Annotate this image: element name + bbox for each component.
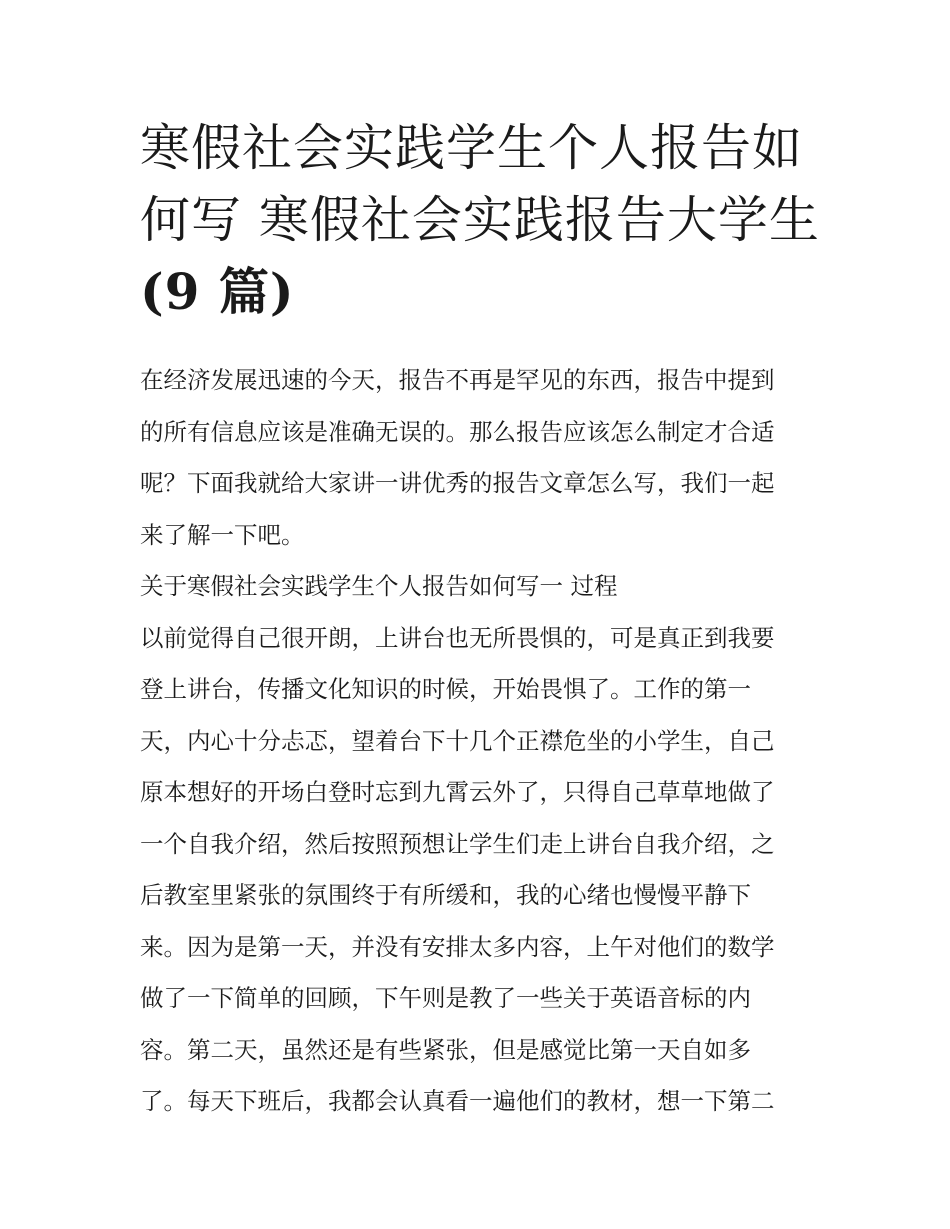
- section-line: 来。因为是第一天，并没有安排太多内容，上午对他们的数学: [140, 932, 775, 961]
- document-body: [140, 355, 820, 1128]
- section-line: 天，内心十分忐忑，望着台下十几个正襟危坐的小学生，自己: [140, 726, 775, 755]
- title-line: 寒假社会实践学生个人报告如: [140, 119, 803, 177]
- section-heading: 关于寒假社会实践学生个人报告如何写一 过程: [140, 572, 618, 600]
- section-line: 容。第二天，虽然还是有些紧张，但是感觉比第一天自如多: [140, 1035, 751, 1064]
- intro-line: 在经济发展迅速的今天，报告不再是罕见的东西，报告中提到: [140, 366, 775, 394]
- intro-line: 的所有信息应该是准确无误的。那么报告应该怎么制定才合适: [140, 417, 775, 446]
- title-line: (9 篇): [140, 262, 295, 321]
- intro-line: 呢？下面我就给大家讲一讲优秀的报告文章怎么写，我们一起: [140, 469, 775, 497]
- document-title: [140, 112, 820, 328]
- section-line: 了。每天下班后，我都会认真看一遍他们的教材，想一下第二: [140, 1087, 775, 1115]
- title-line: 何写 寒假社会实践报告大学生: [140, 191, 820, 249]
- section-line: 做了一下简单的回顾，下午则是教了一些关于英语音标的内: [140, 984, 751, 1012]
- section-line: 后教室里紧张的氛围终于有所缓和，我的心绪也慢慢平静下: [140, 881, 751, 909]
- intro-line: 来了解一下吧。: [140, 520, 305, 549]
- section-line: 原本想好的开场白登时忘到九霄云外了，只得自己草草地做了: [140, 778, 775, 806]
- section-line: 一个自我介绍，然后按照预想让学生们走上讲台自我介绍，之: [140, 829, 775, 858]
- section-line: 登上讲台，传播文化知识的时候，开始畏惧了。工作的第一: [140, 675, 751, 703]
- section-line: 以前觉得自己很开朗，上讲台也无所畏惧的，可是真正到我要: [140, 623, 775, 652]
